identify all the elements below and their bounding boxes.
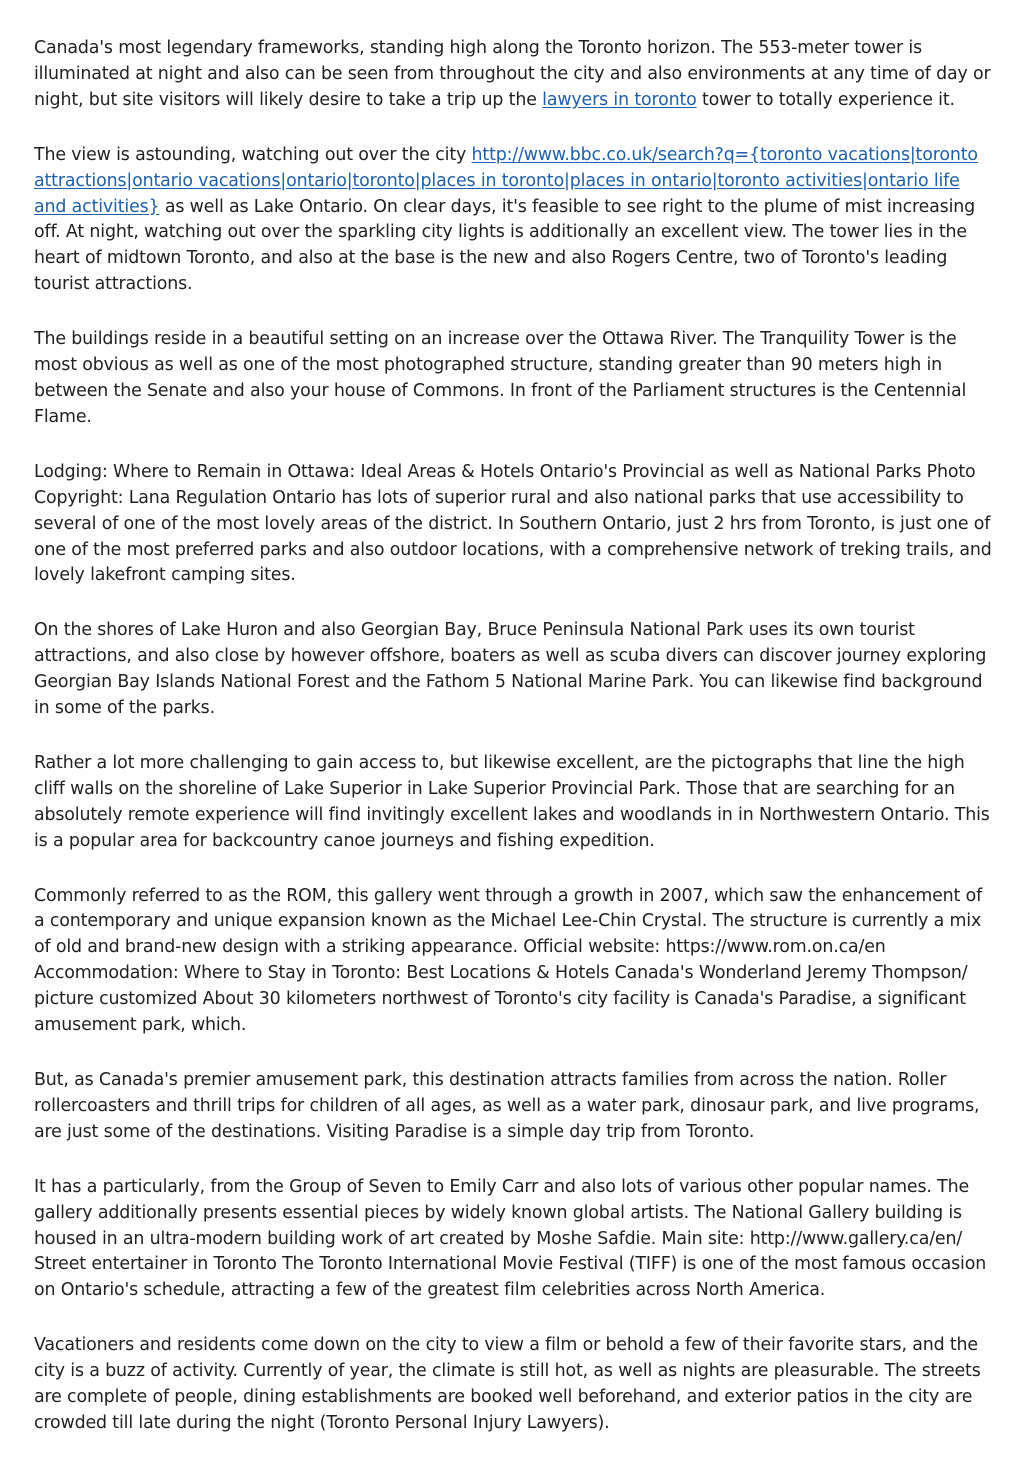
paragraph-text: Canada's most legendary frameworks, standing high along the Toronto horizon. The 553-meter tower is illuminated at night and also can be seen from throughout the city and also environments at any time of day or night, but site visitors will likely desire to take a trip up the (34, 38, 991, 110)
paragraph-rom: Commonly referred to as the ROM, this gallery went through a growth in 2007, which saw the enhancement of a contemporary and unique expansion known as the Michael Lee-Chin Crystal. The structure is currently a mix of old and brand-new design with a striking appearance. Official website: https://www.rom.on.ca/en Accommodation: Where to Stay in Toronto: Best Locations & Hotels Canada's Wonderland Jeremy Thompson/ picture customized About 30 kilometers northwest of Toronto's city facility is Canada's Paradise, a significant amusement park, which. (34, 885, 983, 1036)
paragraph-national-gallery: It has a particularly, from the Group of Seven to Emily Carr and also lots of various other popular names. The gallery additionally presents essential pieces by widely known global artists. The National Gallery building is housed in an ultra-modern building work of art created by Moshe Safdie. Main site: http://www.gallery.ca/en/ Street entertainer in Toronto The Toronto International Movie Festival (TIFF) is one of the most famous occasion on Ontario's schedule, attracting a few of the greatest film celebrities across North America. (34, 1176, 987, 1301)
paragraph-view (34, 143, 994, 298)
paragraph-text: tower to totally experience it. (696, 89, 955, 110)
paragraph-cn-tower (34, 36, 994, 114)
paragraph-amusement-park: But, as Canada's premier amusement park, this destination attracts families from across the nation. Roller rollercoasters and thrill trips for children of all ages, as well as a water park, dinosaur park, and live programs, are just some of the destinations. Visiting Paradise is a simple day trip from Toronto. (34, 1070, 980, 1142)
paragraph-lake-superior: Rather a lot more challenging to gain access to, but likewise excellent, are the pictographs that line the high cliff walls on the shoreline of Lake Superior in Lake Superior Provincial Park. Those that are searching for an absolutely remote experience will find invitingly excellent lakes and woodlands in in Northwestern Ontario. This is a popular area for backcountry canoe journeys and fishing expedition. (34, 752, 990, 851)
document-page (34, 36, 994, 1466)
lawyers-link[interactable]: lawyers in toronto (542, 89, 697, 110)
paragraph-parliament: The buildings reside in a beautiful setting on an increase over the Ottawa River. The Tranquility Tower is the most obvious as well as one of the most photographed structure, standing greater than 90 meters high in between the Senate and also your house of Commons. In front of the Parliament structures is the Centennial Flame. (34, 329, 967, 427)
paragraph-tiff: Vacationers and residents come down on the city to view a film or behold a few of their favorite stars, and the city is a buzz of activity. Currently of year, the climate is still hot, as well as nights are pleasurable. The streets are complete of people, dining establishments are booked well beforehand, and exterior patios in the city are crowded till late during the night (Toronto Personal Injury Lawyers). (34, 1335, 981, 1433)
paragraph-text: The view is astounding, watching out over the city (34, 144, 472, 165)
paragraph-bruce-peninsula: On the shores of Lake Huron and also Georgian Bay, Bruce Peninsula National Park uses its own tourist attractions, and also close by however offshore, boaters as well as scuba divers can discover journey exploring Georgian Bay Islands National Forest and the Fathom 5 National Marine Park. You can likewise find background in some of the parks. (34, 620, 987, 719)
paragraph-text: as well as Lake Ontario. On clear days, it's feasible to see right to the plume of mist increasing off. At night, watching out over the sparkling city lights is additionally an excellent view. The tower lies in the heart of midtown Toronto, and also at the base is the new and also Rogers Centre, two of Toronto's leading tourist attractions. (34, 196, 976, 295)
paragraph-lodging-parks: Lodging: Where to Remain in Ottawa: Ideal Areas & Hotels Ontario's Provincial as well as National Parks Photo Copyright: Lana Regulation Ontario has lots of superior rural and also national parks that use accessibility to several of one of the most lovely areas of the district. In Southern Ontario, just 2 hrs from Toronto, is just one of one of the most preferred parks and also outdoor locations, with a comprehensive network of treking trails, and lovely lakefront camping sites. (34, 461, 992, 586)
bbc-search-link[interactable]: http://www.bbc.co.uk/search?q={toronto vacations|toronto attractions|ontario vacations|ontario|toronto|places in toronto|places in ontario|toronto activities|ontario life and activities} (34, 144, 978, 217)
